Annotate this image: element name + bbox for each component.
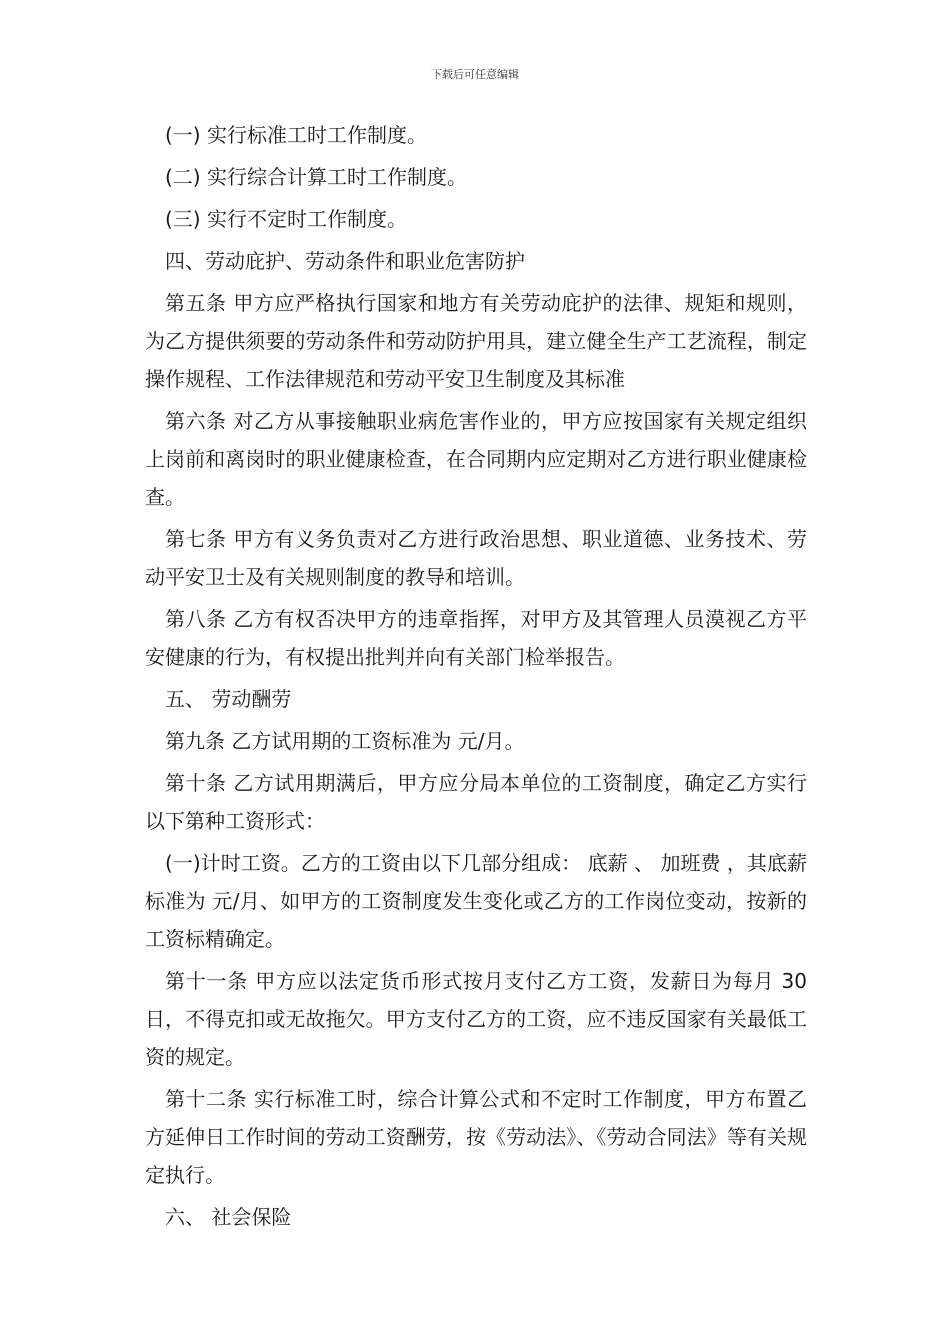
section-heading-remuneration: 五、 劳动酬劳 bbox=[165, 687, 292, 711]
article-5: 第五条 甲方应严格执行国家和地方有关劳动庇护的法律、规矩和规则，为乙方提供须要的劳动条件和劳动防护用具，建立健全生产工艺流程，制定操作规程、工作法律规范和劳动平安卫生制度及其标准 bbox=[145, 291, 807, 391]
article-11: 第十一条 甲方应以法定货币形式按月支付乙方工资，发薪日为每月 30 日，不得克扣或无故拖欠。甲方支付乙方的工资，应不违反国家有关最低工资的规定。 bbox=[145, 969, 807, 1069]
page-header-note: 下载后可任意编辑 bbox=[431, 68, 519, 81]
section-heading-labor-protection: 四、劳动庇护、劳动条件和职业危害防护 bbox=[165, 249, 525, 273]
paragraph-flexible-hours: (三) 实行不定时工作制度。 bbox=[165, 207, 407, 231]
article-6: 第六条 对乙方从事接触职业病危害作业的，甲方应按国家有关规定组织上岗前和离岗时的职业健康检查，在合同期内应定期对乙方进行职业健康检查。 bbox=[145, 409, 807, 509]
section-heading-social-insurance: 六、 社会保险 bbox=[165, 1205, 292, 1229]
paragraph-comprehensive-hours: (二) 实行综合计算工时工作制度。 bbox=[165, 165, 467, 189]
paragraph-hourly-wage: (一)计时工资。乙方的工资由以下几部分组成： 底薪 、 加班费 ，其底薪标准为 元/月、如甲方的工资制度发生变化或乙方的工作岗位变动，按新的工资标精确定。 bbox=[145, 851, 807, 951]
paragraph-standard-hours: (一) 实行标准工时工作制度。 bbox=[165, 123, 427, 147]
article-12: 第十二条 实行标准工时，综合计算公式和不定时工作制度，甲方布置乙方延伸日工作时间的劳动工资酬劳，按《劳动法》、《劳动合同法》等有关规定执行。 bbox=[145, 1087, 807, 1187]
article-10: 第十条 乙方试用期满后，甲方应分局本单位的工资制度，确定乙方实行以下第种工资形式： bbox=[145, 771, 807, 833]
article-8: 第八条 乙方有权否决甲方的违章指挥，对甲方及其管理人员漠视乙方平安健康的行为，有权提出批判并向有关部门检举报告。 bbox=[145, 607, 807, 669]
article-7: 第七条 甲方有义务负责对乙方进行政治思想、职业道德、业务技术、劳动平安卫士及有关规则制度的教导和培训。 bbox=[145, 527, 807, 589]
article-9: 第九条 乙方试用期的工资标准为 元/月。 bbox=[165, 729, 525, 753]
document-body bbox=[145, 116, 807, 1240]
